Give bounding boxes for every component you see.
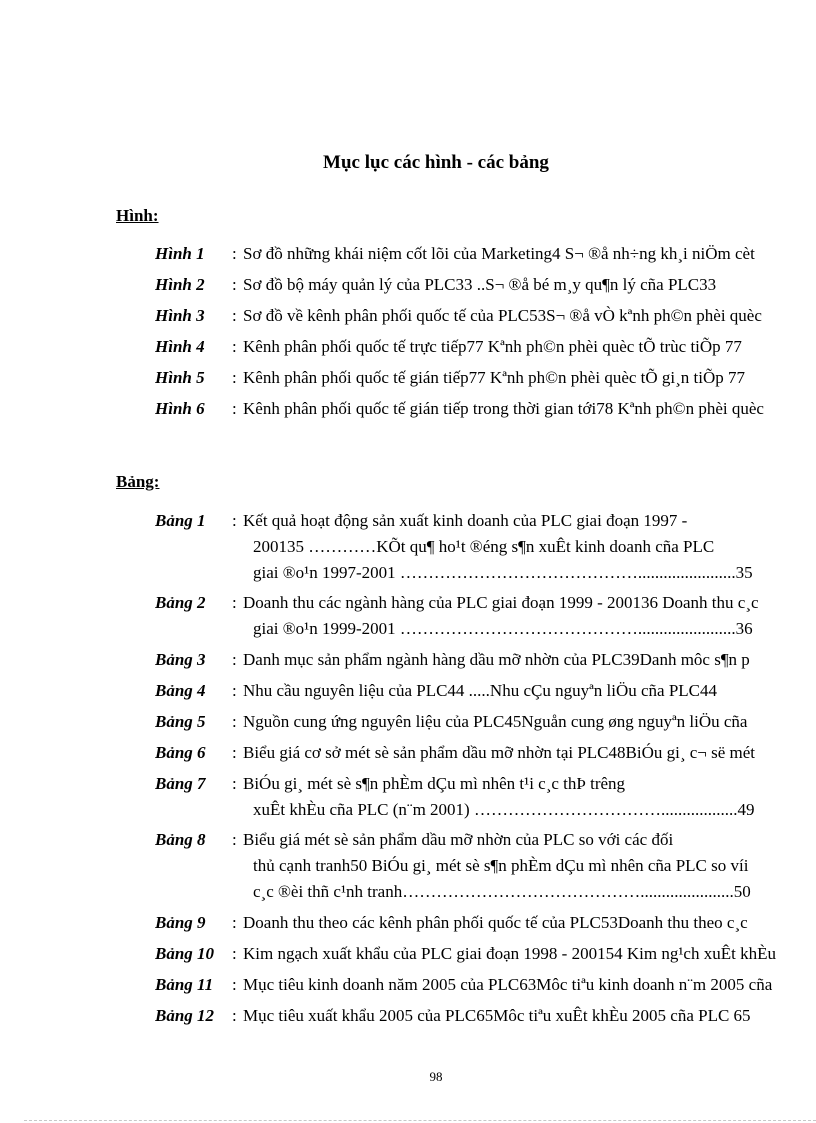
figures-heading: Hình: xyxy=(116,206,159,225)
entry-text: Kết quả hoạt động sản xuất kinh doanh của PLC giai đoạn 1997 - xyxy=(243,511,688,530)
table-entry-10 xyxy=(155,941,816,967)
entry-label: Hình 1 xyxy=(155,244,205,263)
table-entry-6 xyxy=(155,740,816,766)
entry-label: Hình 5 xyxy=(155,368,205,387)
entry-text: Biểu giá mét sè sản phẩm dầu mỡ nhờn của PLC so với các đối xyxy=(243,830,674,849)
entry-continuation: 200135 …………KÕt qu¶ ho¹t ®éng s¶n xuÊt kinh doanh cña PLC xyxy=(253,537,715,556)
entry-separator: : xyxy=(232,368,237,387)
table-entry-1 xyxy=(155,508,816,588)
entry-text: Doanh thu các ngành hàng của PLC giai đoạn 1999 - 200136 Doanh thu c¸c xyxy=(243,593,759,612)
entry-separator: : xyxy=(232,1006,237,1025)
entry-label: Bảng 6 xyxy=(155,743,206,762)
page-title: Mục lục các hình - các bảng xyxy=(323,152,549,173)
entry-continuation: thủ cạnh tranh50 BiÓu gi¸ mét sè s¶n phÈm dÇu mì nhên cña PLC so víi xyxy=(253,856,749,875)
entry-label: Bảng 5 xyxy=(155,712,206,731)
figure-entry-2 xyxy=(155,272,816,298)
entry-text: Sơ đồ bộ máy quản lý của PLC33 ..S¬ ®å bé m¸y qu¶n lý cña PLC33 xyxy=(243,275,717,294)
entry-continuation: c¸c ®èi thñ c¹nh tranh……………………………………......................50 xyxy=(253,882,751,901)
entry-label: Bảng 11 xyxy=(155,975,214,994)
entry-continuation: giai ®o¹n 1997-2001 …………………………………….......................35 xyxy=(253,563,753,582)
entry-text: Sơ đồ những khái niệm cốt lõi của Marketing4 S¬ ®å nh÷ng kh¸i niÖm cèt xyxy=(243,244,755,263)
entry-text: Doanh thu theo các kênh phân phối quốc tế của PLC53Doanh thu theo c¸c xyxy=(243,913,748,932)
entry-separator: : xyxy=(232,830,237,849)
table-entry-9 xyxy=(155,910,816,936)
entry-label: Hình 3 xyxy=(155,306,205,325)
entry-text: Mục tiêu xuất khẩu 2005 của PLC65Môc tiªu xuÊt khÈu 2005 cña PLC 65 xyxy=(243,1006,751,1025)
page-bottom-divider xyxy=(24,1120,816,1121)
entry-separator: : xyxy=(232,306,237,325)
entry-separator: : xyxy=(232,913,237,932)
entry-text: Kênh phân phối quốc tế gián tiếp trong thời gian tới78 Kªnh ph©n phèi quèc xyxy=(243,399,764,418)
entry-text: Kim ngạch xuất khẩu của PLC giai đoạn 1998 - 200154 Kim ng¹ch xuÊt khÈu xyxy=(243,944,776,963)
entry-separator: : xyxy=(232,593,237,612)
entry-label: Bảng 8 xyxy=(155,830,206,849)
entry-continuation: giai ®o¹n 1999-2001 …………………………………….......................36 xyxy=(253,619,753,638)
entry-separator: : xyxy=(232,681,237,700)
entry-separator: : xyxy=(232,944,237,963)
table-entry-8 xyxy=(155,827,816,907)
entry-text: Nguồn cung ứng nguyên liệu của PLC45Nguån cung øng nguyªn liÖu cña xyxy=(243,712,748,731)
entry-separator: : xyxy=(232,712,237,731)
entry-text: Kênh phân phối quốc tế gián tiếp77 Kªnh ph©n phèi quèc tÕ gi¸n tiÕp 77 xyxy=(243,368,746,387)
table-entry-2 xyxy=(155,590,816,644)
table-entry-5 xyxy=(155,709,816,735)
table-entry-11 xyxy=(155,972,816,998)
entry-separator: : xyxy=(232,743,237,762)
table-entry-12 xyxy=(155,1003,816,1029)
entry-separator: : xyxy=(232,275,237,294)
entry-label: Bảng 10 xyxy=(155,944,215,963)
entry-label: Bảng 7 xyxy=(155,774,206,793)
entry-label: Bảng 1 xyxy=(155,511,206,530)
table-entry-4 xyxy=(155,678,816,704)
entry-continuation: xuÊt khÈu cña PLC (n¨m 2001) ……………………………..................49 xyxy=(253,800,755,819)
entry-text: Kênh phân phối quốc tế trực tiếp77 Kªnh ph©n phèi quèc tÕ trùc tiÕp 77 xyxy=(243,337,742,356)
entry-text: Nhu cầu nguyên liệu của PLC44 .....Nhu cÇu nguyªn liÖu cña PLC44 xyxy=(243,681,718,700)
entry-text: Sơ đồ về kênh phân phối quốc tế của PLC53S¬ ®å vÒ kªnh ph©n phèi quèc xyxy=(243,306,762,325)
entry-text: Mục tiêu kinh doanh năm 2005 của PLC63Môc tiªu kinh doanh n¨m 2005 cña xyxy=(243,975,773,994)
table-entry-3 xyxy=(155,647,816,673)
entry-separator: : xyxy=(232,244,237,263)
page-number: 98 xyxy=(429,1069,443,1084)
entry-text: Danh mục sản phẩm ngành hàng dầu mỡ nhờn của PLC39Danh môc s¶n p xyxy=(243,650,750,669)
figure-entry-3 xyxy=(155,303,816,329)
entry-separator: : xyxy=(232,774,237,793)
entry-text: BiÓu gi¸ mét sè s¶n phÈm dÇu mì nhên t¹i c¸c thÞ trêng xyxy=(243,774,626,793)
entry-label: Hình 6 xyxy=(155,399,205,418)
entry-separator: : xyxy=(232,337,237,356)
entry-separator: : xyxy=(232,511,237,530)
tables-heading: Bảng: xyxy=(116,472,160,491)
entry-label: Bảng 3 xyxy=(155,650,206,669)
entry-label: Hình 4 xyxy=(155,337,205,356)
figure-entry-6 xyxy=(155,396,816,422)
entry-label: Bảng 12 xyxy=(155,1006,215,1025)
figure-entry-4 xyxy=(155,334,816,360)
entry-label: Bảng 9 xyxy=(155,913,206,932)
entry-label: Bảng 2 xyxy=(155,593,206,612)
entry-separator: : xyxy=(232,650,237,669)
figure-entry-1 xyxy=(155,241,816,267)
figure-entry-5 xyxy=(155,365,816,391)
table-entry-7 xyxy=(155,771,816,825)
entry-separator: : xyxy=(232,975,237,994)
entry-label: Hình 2 xyxy=(155,275,205,294)
entry-text: Biểu giá cơ sở mét sè sản phẩm dầu mỡ nhờn tại PLC48BiÓu gi¸ c¬ së mét xyxy=(243,743,756,762)
entry-label: Bảng 4 xyxy=(155,681,206,700)
entry-separator: : xyxy=(232,399,237,418)
